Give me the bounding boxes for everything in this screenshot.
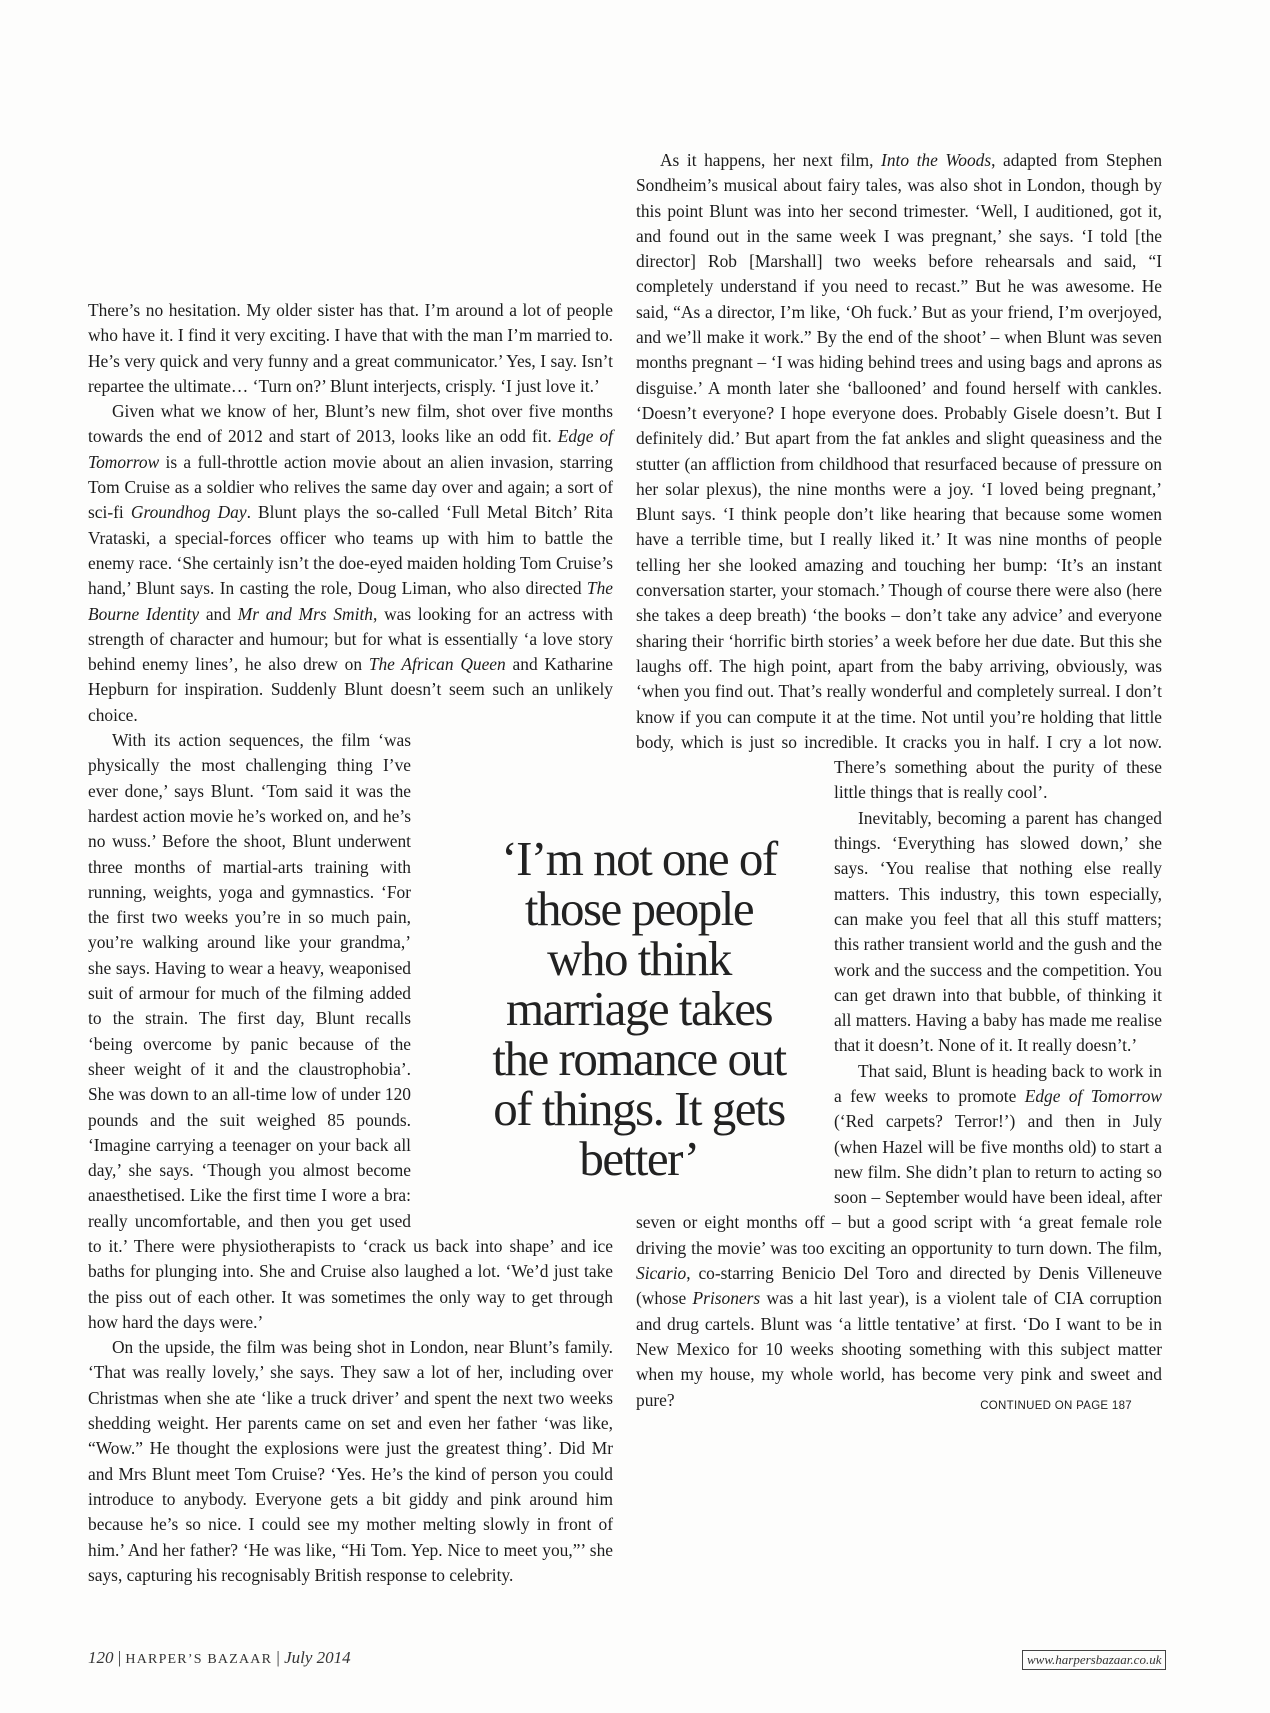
right-column (636, 148, 1162, 1419)
magazine-name: HARPER’S BAZAAR (125, 1652, 273, 1667)
issue-date: July 2014 (284, 1648, 351, 1667)
paragraph: That said, Blunt is heading back to work in a few weeks to promote Edge of Tomorrow (‘Red carpets? Terror!’) and then in July (when Hazel will be five months old) to start a new film. She didn’t plan to return to acting so soon – September would have been ideal, after seven or eight months off – but a good script with ‘a great female role driving the movie’ was too exciting an opportunity to turn down. The film, Sicario, co-starring Benicio Del Toro and directed by Denis Villeneuve (whose Prisoners was a hit last year), is a violent tale of CIA corruption and drug cartels. Blunt was ‘a little tentative’ at first. ‘Do I want to be in New Mexico for 10 weeks shooting something with this subject matter when my house, my whole world, has become very pink and sweet and pure? CONTINUED ON PAGE 187 (636, 1059, 1162, 1413)
paragraph: Given what we know of her, Blunt’s new film, shot over five months towards the end of 2012 and start of 2013, looks like an odd fit. Edge of Tomorrow is a full-throttle action movie about an alien invasion, starring Tom Cruise as a soldier who relives the same day over and again; a sort of sci-fi Groundhog Day. Blunt plays the so-called ‘Full Metal Bitch’ Rita Vrataski, a special-forces officer who teams up with him to battle the enemy race. ‘She certainly isn’t the doe-eyed maiden holding Tom Cruise’s hand,’ Blunt says. In casting the role, Doug Liman, who also directed The Bourne Identity and Mr and Mrs Smith, was looking for an actress with strength of character and humour; but for what is essentially ‘a love story behind enemy lines’, he also drew on The African Queen and Katharine Hepburn for inspiration. Suddenly Blunt doesn’t seem such an unlikely choice. (88, 401, 613, 725)
paragraph: Inevitably, becoming a parent has changed things. ‘Everything has slowed down,’ she says. ‘You realise that nothing else really matters. This industry, this town especially, can make you feel that all this stuff matters; this rather transient world and the gush and the work and the success and the competition. You can get drawn into that bubble, of thinking it all matters. Having a baby has made me realise that it doesn’t. None of it. It really doesn’t.’ (834, 807, 1162, 1056)
paragraph: There’s no hesitation. My older sister has that. I’m around a lot of people who have it. I find it very exciting. I have that with the man I’m married to. He’s very quick and very funny and a great communicator.’ Yes, I say. Isn’t repartee the ultimate… ‘Turn on?’ Blunt interjects, crisply. ‘I just love it.’ (88, 300, 613, 396)
website-link[interactable]: www.harpersbazaar.co.uk (1022, 1650, 1166, 1670)
paragraph: As it happens, her next film, Into the Woods, adapted from Stephen Sondheim’s musical about fairy tales, was also shot in London, though by this point Blunt was into her second trimester. ‘Well, I auditioned, got it, and found out in the same week I was pregnant,’ she says. ‘I told [the director] Rob [Marshall] two weeks before rehearsals and said, “I completely understand if you need to recast.” But he was awesome. He said, “As a director, I’m like, ‘Oh fuck.’ But as your friend, I’m overjoyed, and we’ll make it work.” By the end of the shoot’ – when Blunt was seven months pregnant – ‘I was hiding behind trees and using bags and aprons as disguise.’ A month later she ‘ballooned’ and found herself with cankles. ‘Doesn’t everyone? I hope everyone does. Probably Gisele doesn’t. But I definitely did.’ But apart from the fat ankles and slight queasiness and the stutter (an affliction from childhood that resurfaced because of pressure on her solar plexus), the nine months were a joy. ‘I loved being pregnant,’ Blunt says. ‘I think people don’t like hearing that because some women have a terrible time, but I really liked it.’ It was nine months of people telling her she looked amazing and touching her bump: ‘It’s an instant conversation starter, your stomach.’ Though of course there were also (here she takes a deep breath) ‘the books – don’t take any advice’ and everyone sharing their ‘horrific birth stories’ a week before her due date. But this she laughs off. The high point, apart from the baby arriving, obviously, was ‘when you find out. That’s really wonderful and completely surreal. I don’t know if you can compute it at the time. Not until you’re holding that little body, which is just so incredible. It cracks you in half. I cry a lot now. There’s something about the purity of these little things that is really cool’. (636, 150, 1163, 803)
page-number: 120 (88, 1648, 114, 1667)
continued-note: CONTINUED ON PAGE 187 (980, 1399, 1132, 1412)
page-footer: 120 | HARPER’S BAZAAR | July 2014 (88, 1648, 351, 1667)
pull-quote: ‘I’m not one of those people who think marriage takes the romance out of things. It gets better’ (492, 831, 786, 1186)
paragraph: With its action sequences, the film ‘was physically the most challenging thing I’ve ever done,’ says Blunt. ‘Tom said it was the hardest action movie he’s worked on, and he’s no wuss.’ Before the shoot, Blunt underwent three months of martial-arts training with running, weights, yoga and gymnastics. ‘For the first two weeks you’re in so much pain, you’re walking around like your grandma,’ she says. Having to wear a heavy, weaponised suit of armour for much of the filming added to the strain. The first day, Blunt recalls ‘being overcome by panic because of the sheer weight of it and the claustrophobia’. She was down to an all-time low of under 120 pounds and the suit weighed 85 pounds. ‘Imagine carrying a teenager on your back all day,’ she says. ‘Though you almost become anaesthetised. Like the first time I wore a bra: really uncomfortable, and then you get used to it.’ There were physiotherapists to ‘crack us back into shape’ and ice baths for plunging into. She and Cruise also laughed a lot. ‘We’d just take the piss out of each other. It was sometimes the only way to get through how hard the days were.’ (88, 730, 613, 1332)
paragraph: On the upside, the film was being shot in London, near Blunt’s family. ‘That was really lovely,’ she says. They saw a lot of her, including over Christmas when she ate ‘like a truck driver’ and spent the next two weeks shedding weight. Her parents came on set and even her father ‘was like, “Wow.” He thought the explosions were just the greatest thing’. Did Mr and Mrs Blunt meet Tom Cruise? ‘Yes. He’s the kind of person you could introduce to anybody. Everyone gets a bit giddy and pink around him because he’s so nice. I could see my mother melting slowly in front of him.’ And her father? ‘He was like, “Hi Tom. Yep. Nice to meet you,”’ she says, capturing his recognisably British response to celebrity. (88, 1337, 613, 1585)
